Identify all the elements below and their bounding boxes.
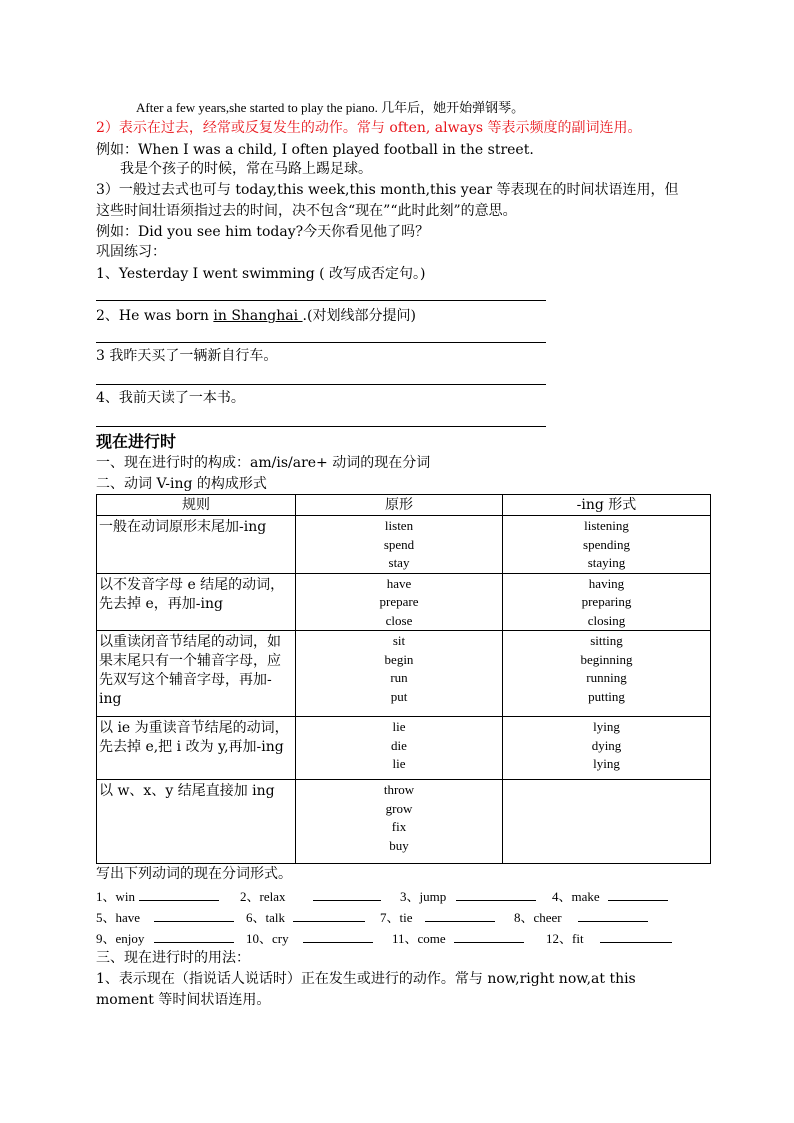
verb-word: spending: [583, 536, 630, 552]
exercise-title: 写出下列动词的现在分词形式。: [96, 866, 292, 882]
table-row: [97, 631, 711, 717]
exercise-item-label: 2、relax: [240, 889, 286, 904]
exercise-item: [96, 907, 234, 928]
practice-question-3: 3 我昨天买了一辆新自行车。: [96, 348, 278, 364]
verb-word: listen: [384, 518, 414, 533]
exercise-item: [246, 928, 373, 949]
verb-word: having: [588, 575, 625, 591]
exercise-item: [552, 886, 668, 907]
table-row: [97, 573, 711, 631]
exercise-item: [514, 907, 648, 928]
verb-word: put: [390, 688, 408, 704]
answer-blank[interactable]: [600, 928, 672, 943]
base-form-cell: [296, 717, 503, 780]
usage-point-2-text: 表示在过去，经常或反复发生的动作。常与 often, always 等表示频度的副词连用。: [118, 120, 642, 136]
answer-line-4[interactable]: [96, 426, 546, 427]
exercise-item-label: 7、tie: [380, 910, 413, 925]
verb-word: close: [385, 612, 413, 628]
verb-word: staying: [587, 555, 626, 570]
exercise-item: [400, 886, 536, 907]
answer-blank[interactable]: [456, 886, 536, 901]
practice-question-2: [96, 306, 416, 326]
verb-word: lying: [593, 756, 620, 771]
usage-title: 三、现在进行时的用法：: [96, 950, 250, 966]
verb-word: buy: [389, 837, 409, 853]
verb-word: stay: [388, 555, 410, 570]
answer-line-3[interactable]: [96, 384, 546, 385]
usage-point-1-line1: 1、表示现在（指说话人说话时）正在发生或进行的动作。常与 now,right now,at this: [96, 971, 636, 987]
base-form-cell: [296, 573, 503, 631]
verb-word: putting: [588, 688, 625, 704]
exercise-row-2: [96, 907, 710, 927]
example-sentence-football: 例如：When I was a child, I often played football in the street.: [96, 142, 534, 158]
practice-question-4: 4、我前天读了一本书。: [96, 390, 245, 406]
usage-point-3-line1: 3）一般过去式也可与 today,this week,this month,this year 等表现在的时间状语连用，但: [96, 182, 679, 198]
verb-word: sitting: [590, 633, 623, 648]
ing-form-cell: [503, 717, 711, 780]
answer-blank[interactable]: [454, 928, 524, 943]
verb-word: fix: [391, 819, 407, 834]
exercise-item-label: 12、fit: [546, 931, 584, 946]
example-sentence-piano: After a few years,she started to play the piano. 几年后，她开始弹钢琴。: [136, 100, 525, 115]
rule-cell: 一般在动词原形末尾加-ing: [97, 516, 296, 574]
verb-word: lying: [593, 719, 620, 734]
base-form-cell: [296, 631, 503, 717]
exercise-item: [96, 886, 219, 907]
practice-question-1: 1、Yesterday I went swimming ( 改写成否定句。): [96, 266, 426, 282]
verb-word: closing: [587, 612, 626, 628]
answer-blank[interactable]: [154, 907, 234, 922]
verb-word: lie: [392, 756, 406, 771]
header-ing-form: -ing 形式: [503, 495, 711, 516]
practice-question-2-underlined: in Shanghai: [213, 308, 303, 324]
rule-cell: 以 w、x、y 结尾直接加 ing: [97, 780, 296, 864]
practice-question-2-suffix: .(对划线部分提问): [302, 308, 416, 324]
table-row: [97, 717, 711, 780]
exercise-item-label: 10、cry: [246, 931, 289, 946]
exercise-item-label: 1、win: [96, 889, 136, 904]
table-header-row: [97, 495, 711, 516]
table-row: [97, 780, 711, 864]
verb-word: dying: [591, 737, 622, 753]
exercise-item-label: 6、talk: [246, 910, 285, 925]
rule-cell: 以 ie 为重读音节结尾的动词，先去掉 e,把 i 改为 y,再加-ing: [97, 717, 296, 780]
base-form-cell: [296, 516, 503, 574]
ing-form-cell: [503, 573, 711, 631]
exercise-item: [392, 928, 524, 949]
exercise-item-label: 5、have: [96, 910, 141, 925]
verb-word: prepare: [379, 594, 419, 609]
header-rule: 规则: [97, 495, 296, 516]
practice-title: 巩固练习：: [96, 244, 166, 260]
section-point-2: 二、动词 V-ing 的构成形式: [96, 476, 267, 492]
usage-point-3-line2: 这些时间壮语须指过去的时间，决不包含“现在”“此时此刻”的意思。: [96, 203, 517, 219]
exercise-item-label: 4、make: [552, 889, 600, 904]
exercise-item: [246, 907, 365, 928]
verb-word: preparing: [581, 594, 632, 609]
usage-point-1-line2: moment 等时间状语连用。: [96, 992, 271, 1008]
verb-word: beginning: [580, 651, 633, 667]
ving-formation-table: [96, 494, 711, 864]
exercise-item: [380, 907, 495, 928]
exercise-item: [96, 928, 234, 949]
answer-blank[interactable]: [154, 928, 234, 943]
answer-blank[interactable]: [578, 907, 648, 922]
section-point-1: 一、现在进行时的构成：am/is/are+ 动词的现在分词: [96, 455, 431, 471]
base-form-cell: [296, 780, 503, 864]
verb-word: die: [391, 737, 407, 753]
answer-line-2[interactable]: [96, 342, 546, 343]
verb-word: grow: [385, 800, 413, 816]
rule-cell: 以不发音字母 e 结尾的动词，先去掉 e，再加-ing: [97, 573, 296, 631]
answer-blank[interactable]: [313, 886, 381, 901]
example-translation-football: 我是个孩子的时候，常在马路上踢足球。: [120, 161, 372, 177]
exercise-item-label: 11、come: [392, 931, 446, 946]
usage-point-2: [96, 118, 642, 138]
answer-blank[interactable]: [425, 907, 495, 922]
answer-blank[interactable]: [303, 928, 373, 943]
section-title: 现在进行时: [96, 432, 177, 451]
verb-word: spend: [383, 536, 415, 552]
example-sentence-see-him: 例如：Did you see him today?今天你看见他了吗？: [96, 224, 430, 240]
verb-word: run: [390, 670, 408, 685]
ing-form-cell: [503, 516, 711, 574]
verb-word: have: [386, 575, 412, 591]
verb-word: listening: [584, 518, 629, 533]
exercise-item-label: 8、cheer: [514, 910, 562, 925]
usage-point-2-number: 2）: [96, 120, 119, 136]
exercise-row-3: [96, 928, 710, 948]
answer-blank[interactable]: [293, 907, 365, 922]
table-row: [97, 516, 711, 574]
verb-word: running: [586, 670, 627, 685]
verb-word: sit: [392, 633, 406, 648]
answer-blank[interactable]: [608, 886, 668, 901]
exercise-item: [240, 886, 381, 907]
exercise-item: [546, 928, 672, 949]
ing-form-cell: [503, 631, 711, 717]
rule-cell: 以重读闭音节结尾的动词，如果末尾只有一个辅音字母，应先双写这个辅音字母，再加-ing: [97, 631, 296, 717]
practice-question-2-prefix: 2、He was born: [96, 308, 214, 324]
header-base-form: 原形: [296, 495, 503, 516]
answer-blank[interactable]: [139, 886, 219, 901]
verb-word: throw: [383, 782, 415, 797]
verb-word: begin: [384, 651, 414, 667]
ing-form-cell: [503, 780, 711, 864]
answer-line-1[interactable]: [96, 300, 546, 301]
exercise-item-label: 9、enjoy: [96, 931, 145, 946]
exercise-row-1: [96, 886, 710, 906]
exercise-item-label: 3、jump: [400, 889, 447, 904]
verb-word: lie: [392, 719, 406, 734]
